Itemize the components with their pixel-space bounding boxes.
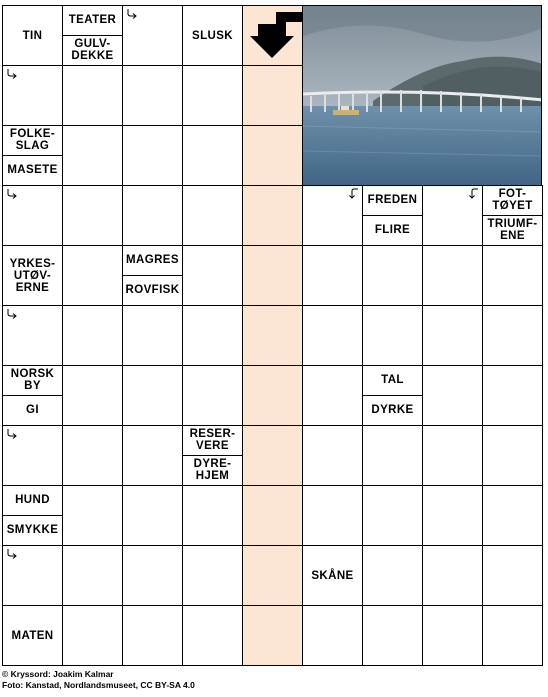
answer-cell[interactable] [122,425,183,486]
answer-cell[interactable] [482,365,543,426]
answer-cell[interactable] [2,305,63,366]
clue-cell [2,125,63,186]
answer-cell[interactable] [182,545,243,606]
answer-cell[interactable] [482,305,543,366]
arrow-down-right-icon [6,68,18,80]
answer-cell[interactable] [482,485,543,546]
answer-cell[interactable] [422,365,483,426]
answer-cell[interactable] [62,365,123,426]
arrow-down-right-icon [6,548,18,560]
answer-cell[interactable] [2,545,63,606]
answer-cell[interactable] [122,65,183,126]
arrow-left-down-icon [347,188,359,200]
clue-text: FLIRE [374,224,411,237]
clue-cell [362,365,423,426]
clue-text: SMYKKE [6,524,59,537]
answer-cell[interactable] [122,365,183,426]
clue-text: GULV- DEKKE [71,38,114,63]
clue-text: FOLKE- SLAG [3,126,62,156]
answer-cell[interactable] [422,245,483,306]
clue-cell [182,425,243,486]
clue-cell [2,245,63,306]
answer-cell[interactable] [62,245,123,306]
answer-cell[interactable] [422,545,483,606]
answer-cell[interactable] [62,485,123,546]
solution-cell[interactable] [242,185,303,246]
answer-cell[interactable] [182,65,243,126]
arrow-down-right-icon [6,428,18,440]
answer-cell[interactable] [62,605,123,666]
clue-cell [362,185,423,246]
solution-cell[interactable] [242,425,303,486]
answer-cell[interactable] [362,545,423,606]
arrow-down-right-icon [126,8,138,20]
answer-cell[interactable] [62,545,123,606]
clue-text: RESER- VERE [183,426,242,456]
solution-cell[interactable] [242,605,303,666]
answer-cell[interactable] [302,425,363,486]
clue-cell [2,365,63,426]
answer-cell[interactable] [122,485,183,546]
clue-text: MASETE [7,164,58,177]
answer-cell[interactable] [182,605,243,666]
answer-cell[interactable] [182,485,243,546]
answer-cell[interactable] [482,545,543,606]
solution-cell[interactable] [242,545,303,606]
answer-cell[interactable] [422,485,483,546]
answer-cell[interactable] [2,65,63,126]
answer-cell[interactable] [482,605,543,666]
answer-cell[interactable] [62,125,123,186]
clue-cell [2,605,63,666]
clue-cell [2,5,63,66]
solution-start-arrow-icon [248,12,302,58]
answer-cell[interactable] [302,185,363,246]
answer-cell[interactable] [302,245,363,306]
arrow-down-right-icon [6,308,18,320]
answer-cell[interactable] [482,425,543,486]
clue-text: YRKES- UTØV- ERNE [9,257,56,294]
answer-cell[interactable] [122,545,183,606]
bridge-photo [302,5,542,186]
photo-credit: Foto: Kanstad, Nordlandsmuseet, CC BY-SA 4.0 [2,680,195,690]
clue-text: TRIUMF- ENE [487,218,538,243]
answer-cell[interactable] [2,425,63,486]
answer-cell[interactable] [482,245,543,306]
clue-text: MATEN [11,629,54,642]
clue-cell [2,485,63,546]
clue-text: MAGRES [123,246,182,276]
clue-text: TEATER [63,6,122,36]
answer-cell[interactable] [182,185,243,246]
clue-text: HUND [3,486,62,516]
answer-cell[interactable] [422,425,483,486]
answer-cell[interactable] [122,185,183,246]
answer-cell[interactable] [422,185,483,246]
clue-text: SKÅNE [311,569,354,582]
answer-cell[interactable] [362,485,423,546]
solution-cell[interactable] [242,65,303,126]
answer-cell[interactable] [362,605,423,666]
answer-cell[interactable] [362,245,423,306]
clue-text: FOT- TØYET [483,186,542,216]
answer-cell[interactable] [2,185,63,246]
answer-cell[interactable] [122,605,183,666]
answer-cell[interactable] [302,305,363,366]
clue-cell [302,545,363,606]
solution-cell[interactable] [242,245,303,306]
clue-text: DYRKE [371,404,414,417]
answer-cell[interactable] [122,305,183,366]
answer-cell[interactable] [62,305,123,366]
clue-cell [62,5,123,66]
clue-cell [122,245,183,306]
solution-cell[interactable] [242,365,303,426]
answer-cell[interactable] [302,365,363,426]
solution-cell[interactable] [242,125,303,186]
answer-cell[interactable] [62,185,123,246]
clue-text: GI [26,404,39,417]
answer-cell[interactable] [182,365,243,426]
clue-text: TAL [363,366,422,396]
clue-text: TIN [22,29,43,42]
answer-cell[interactable] [362,425,423,486]
answer-cell[interactable] [362,305,423,366]
clue-cell [482,185,543,246]
answer-cell[interactable] [422,605,483,666]
author-credit: © Kryssord: Joakim Kalmar [2,669,114,679]
answer-cell[interactable] [122,5,183,66]
clue-cell [182,5,243,66]
answer-cell[interactable] [182,125,243,186]
clue-text: FREDEN [363,186,422,216]
answer-cell[interactable] [302,485,363,546]
answer-cell[interactable] [302,605,363,666]
clue-text: DYRE- HJEM [193,458,232,483]
clue-text: NORSK BY [3,366,62,396]
answer-cell[interactable] [182,245,243,306]
answer-cell[interactable] [182,305,243,366]
clue-text: SLUSK [192,29,233,42]
arrow-left-down-icon [467,188,479,200]
answer-cell[interactable] [122,125,183,186]
solution-cell[interactable] [242,305,303,366]
answer-cell[interactable] [62,425,123,486]
solution-cell[interactable] [242,485,303,546]
clue-text: ROVFISK [125,284,180,297]
answer-cell[interactable] [62,65,123,126]
answer-cell[interactable] [422,305,483,366]
arrow-down-right-icon [6,188,18,200]
